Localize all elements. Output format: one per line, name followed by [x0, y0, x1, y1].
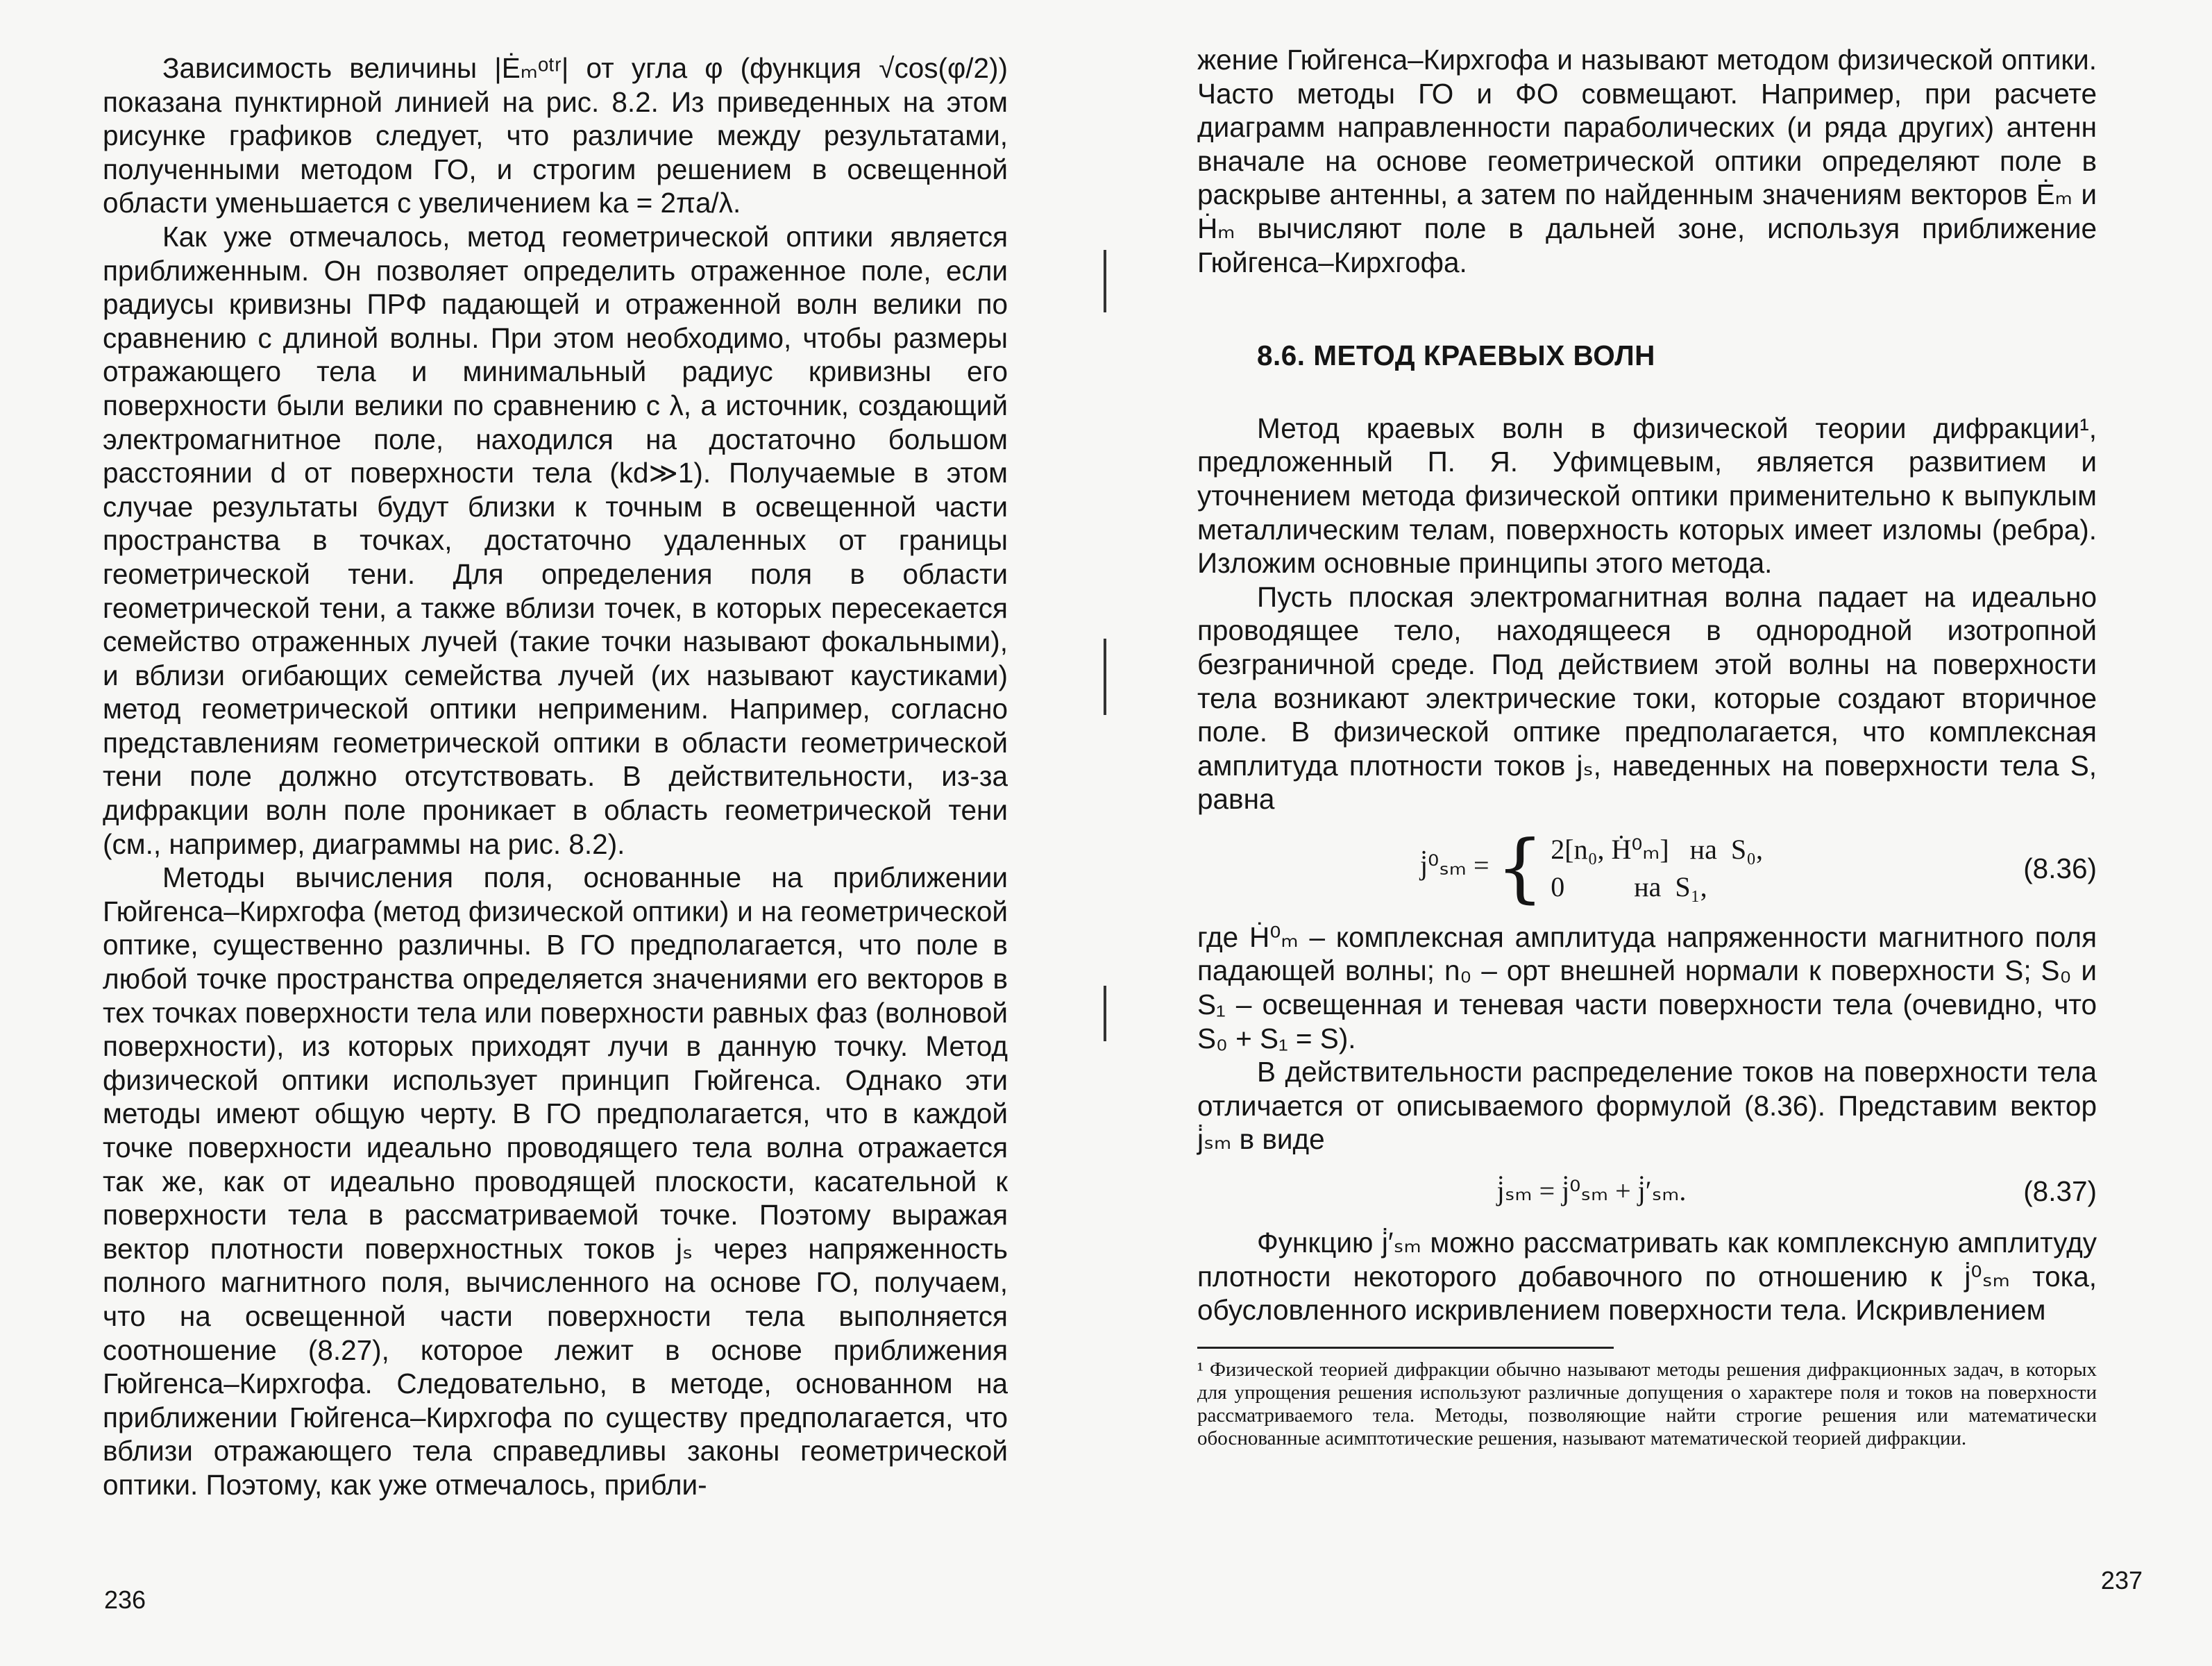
equation-cases	[1551, 831, 1763, 906]
right-column	[1197, 43, 2097, 1450]
equation-lhs: j̇⁰ₛₘ =	[1419, 850, 1489, 882]
equation-case: 0 на S₁,	[1551, 870, 1707, 902]
gutter-mark	[1104, 639, 1106, 715]
equation-expression: j̇ₛₘ = j̇⁰ₛₘ + j̇′ₛₘ.	[1496, 1175, 1687, 1206]
paragraph: Пусть плоская электромагнитная волна падает на идеально проводящее тело, находящееся в однородной изотропной безграничной среде. Под действием этой волны на поверхности тела возникают электрические токи, которые создают вторичное поле. В физической оптике предполагается, что комплексная амплитуда плотности токов jₛ, наведенных на поверхности тела S, равна	[1197, 580, 2097, 816]
footnote: ¹ Физической теорией дифракции обычно называют методы решения дифракционных задач, в которых для упрощения решения используют различные допущения о характере поля и токов на поверхности рассматриваемого тела. Методы, позволяющие найти строгие решения или математически обоснованные асимптотические решения, называют математической теорией дифракции.	[1197, 1358, 2097, 1449]
paragraph: Функцию j̇′ₛₘ можно рассматривать как комплексную амплитуду плотности некоторого добавочного по отношению к j̇⁰ₛₘ тока, обусловленного искривлением поверхности тела. Искривлением	[1197, 1227, 2097, 1327]
paragraph: Как уже отмечалось, метод геометрической оптики является приближенным. Он позволяет определить отраженное поле, если радиусы кривизны ПРФ падающей и отраженной волн велики по сравнению с длиной волны. При этом необходимо, чтобы размеры отражающего тела и минимальный радиус кривизны его поверхности были велики по сравнению с λ, а источник, создающий электромагнитное поле, находился на достаточно большом расстоянии d от поверхности тела (kd≫1). Получаемые в этом случае результаты будут близки к точным в освещенной части пространства в точках, достаточно удаленных от границы геометрической тени. Для определения поля в области геометрической тени, а также вблизи точек, в которых пересекается семейство отраженных лучей (такие точки называют фокальными), и вблизи огибающих семейства лучей (их называют каустиками) метод геометрической оптики неприменим. Например, согласно представлениям геометрической оптики в области геометрической тени поле должно отсутствовать. В действительности, из-за дифракции волн поле проникает в область геометрической тени (см., например, диаграммы на рис. 8.2).	[103, 220, 1008, 860]
equation-expression	[1197, 824, 1986, 911]
gutter-mark	[1104, 250, 1106, 312]
section-heading: 8.6. МЕТОД КРАЕВЫХ ВОЛН	[1257, 339, 1655, 372]
paragraph: В действительности распределение токов на поверхности тела отличается от описываемого формулой (8.36). Представим вектор j̇ₛₘ в виде	[1197, 1056, 2097, 1156]
page-number: 237	[2100, 1566, 2143, 1595]
gutter-mark	[1104, 986, 1106, 1041]
page-number: 236	[104, 1585, 146, 1614]
equation-case: 2[n₀, Ḣ⁰ₘ] на S₀,	[1551, 833, 1764, 865]
paragraph: Зависимость величины |Ėₘᵒᵗʳ| от угла φ (функция √cos(φ/2)) показана пунктирной линией на рис. 8.2. Из приведенных на этом рисунке графиков следует, что различие между результатами, полученными методом ГО, и строгим решением в освещенной области уменьшается с увеличением ka = 2πa/λ.	[103, 52, 1008, 219]
equation-8-36	[1197, 823, 2097, 914]
right-page	[1106, 0, 2212, 1666]
paragraph-continued: жение Гюйгенса–Кирхгофа и называют методом физической оптики. Часто методы ГО и ФО совмещают. Например, при расчете диаграмм направленности параболических (и ряда других) антенн вначале на основе геометрической оптики определяют поле в раскрыве антенны, а затем по найденным значениям векторов Ėₘ и Ḣₘ вычисляют поле в дальней зоне, используя приближение Гюйгенса–Кирхгофа.	[1197, 44, 2097, 278]
brace-symbol: {	[1496, 824, 1544, 911]
paragraph: где Ḣ⁰ₘ – комплексная амплитуда напряженности магнитного поля падающей волны; n₀ – орт внешней нормали к поверхности S; S₀ и S₁ – освещенная и теневая части поверхности тела (очевидно, что S₀ + S₁ = S).	[1197, 920, 2097, 1054]
paragraph: Методы вычисления поля, основанные на приближении Гюйгенса–Кирхгофа (метод физической оптики) и на геометрической оптике, существенно различны. В ГО предполагается, что поле в любой точке пространства определяется значениями его векторов в тех точках поверхности тела или поверхности равных фаз (волновой поверхности), из которых приходят лучи в данную точку. Метод физической оптики использует принцип Гюйгенса. Однако эти методы имеют общую черту. В ГО предполагается, что в каждой точке поверхности идеально проводящего тела волна отражается так же, как от идеально проводящей плоскости, касательной к поверхности тела в рассматриваемой точке. Поэтому выражая вектор плотности поверхностных токов jₛ через напряженность полного магнитного поля, вычисленного на основе ГО, получаем, что на освещенной части поверхности тела выполняется соотношение (8.27), которое лежит в основе приближения Гюйгенса–Кирхгофа. Следовательно, в методе, основанном на приближении Гюйгенса–Кирхгофа по существу предполагается, что вблизи отражающего тела справедливы законы геометрической оптики. Поэтому, как уже отмечалось, прибли-	[103, 861, 1008, 1501]
footnote-divider	[1197, 1347, 1614, 1349]
left-column	[103, 51, 1008, 1502]
equation-8-37	[1197, 1163, 2097, 1219]
equation-number: (8.37)	[2023, 1175, 2097, 1207]
equation-number: (8.36)	[2023, 852, 2097, 884]
paragraph: Метод краевых волн в физической теории дифракции¹, предложенный П. Я. Уфимцевым, является развитием и уточнением метода физической оптики применительно к выпуклым металлическим телам, поверхность которых имеет изломы (ребра). Изложим основные принципы этого метода.	[1197, 412, 2097, 580]
